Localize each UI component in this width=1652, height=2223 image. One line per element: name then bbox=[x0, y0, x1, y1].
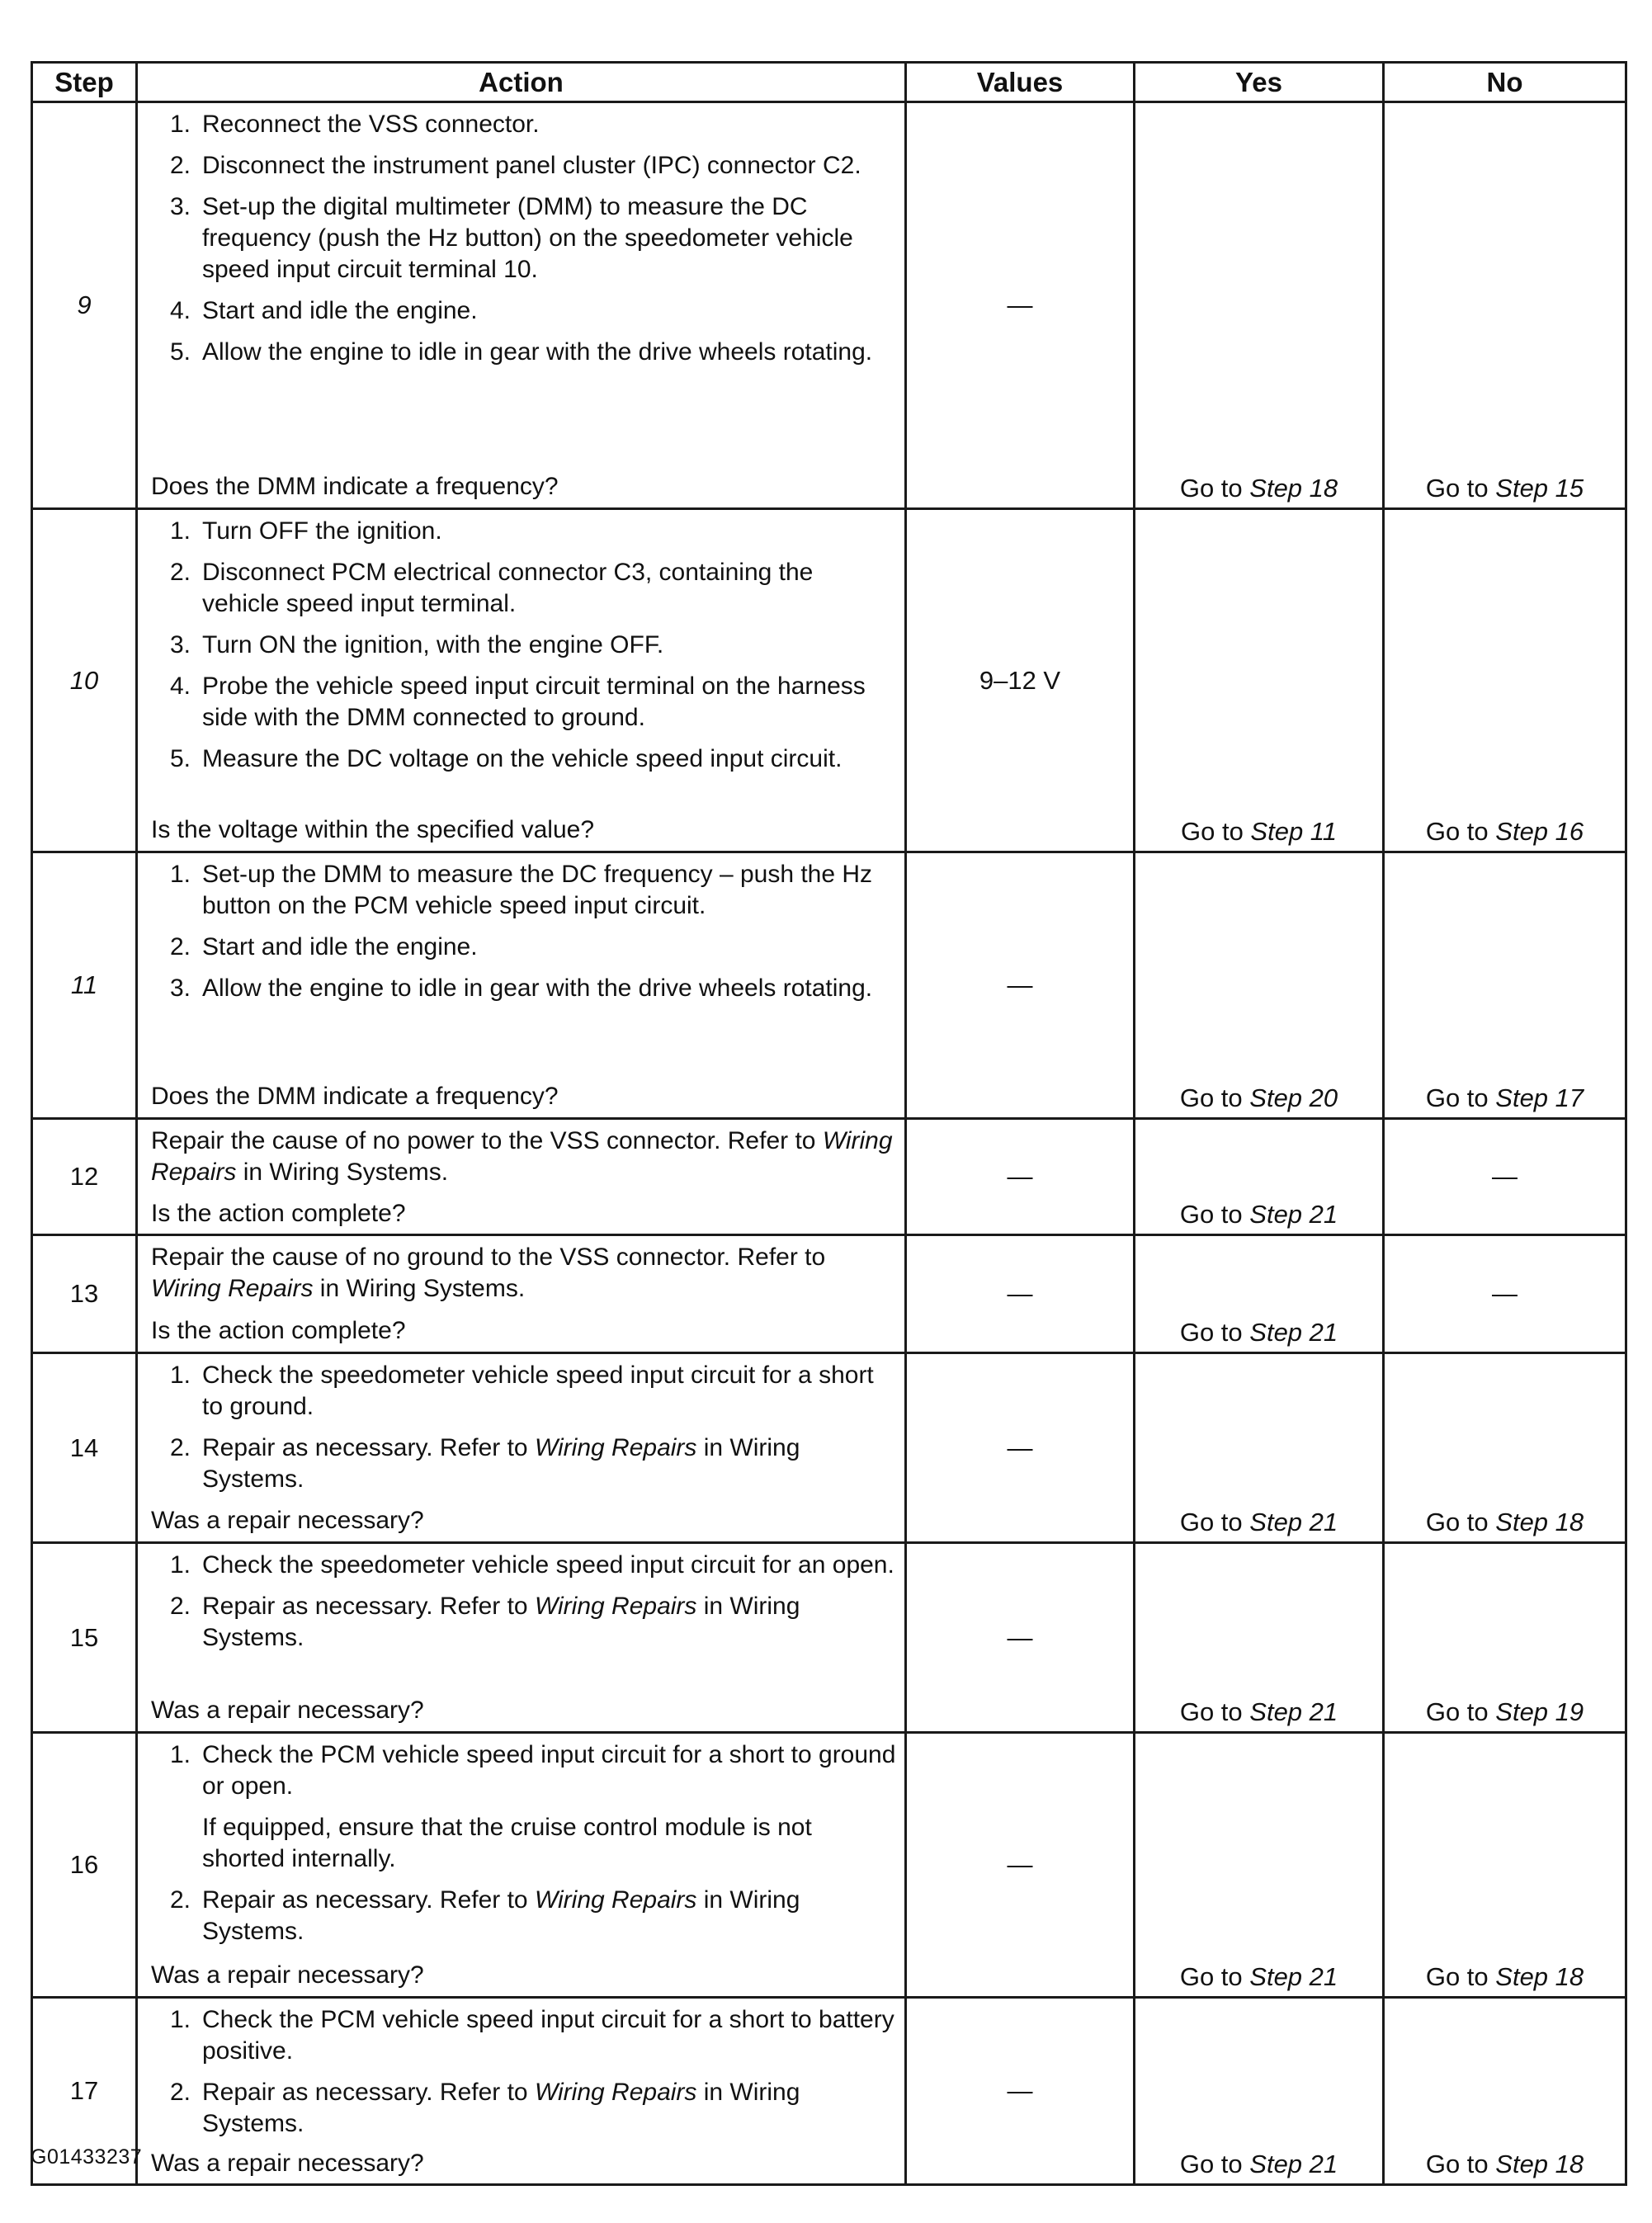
action-question: Was a repair necessary? bbox=[151, 1507, 424, 1534]
wiring-repairs-ref: Wiring Repairs bbox=[151, 1127, 893, 1186]
yes-cell bbox=[1135, 1235, 1384, 1353]
yes-prefix: Go to bbox=[1179, 1083, 1250, 1112]
item-text-main: Check the speedometer vehicle speed input circuit for an open. bbox=[202, 1551, 894, 1579]
action-intro bbox=[151, 1126, 896, 1188]
no-step-link: Step 15 bbox=[1495, 474, 1584, 503]
no-prefix: Go to bbox=[1425, 1508, 1496, 1536]
header-values: Values bbox=[906, 63, 1135, 102]
action-question: Was a repair necessary? bbox=[151, 2150, 424, 2177]
yes-prefix: Go to bbox=[1180, 817, 1251, 846]
yes-prefix: Go to bbox=[1179, 1962, 1250, 1991]
action-body bbox=[151, 1739, 896, 1956]
item-text-main: Probe the vehicle speed input circuit terminal on the harness side with the DMM connected to ground. bbox=[202, 673, 866, 731]
no-step-link: Step 16 bbox=[1495, 817, 1584, 846]
no-cell bbox=[1384, 1543, 1626, 1733]
item-text bbox=[202, 150, 896, 182]
wiring-repairs-ref: Wiring Repairs bbox=[534, 1593, 697, 1620]
item-number: 2. bbox=[169, 152, 191, 179]
table-row bbox=[32, 1543, 1626, 1733]
item-text bbox=[202, 671, 896, 734]
item-text-pre: Repair as necessary. Refer to bbox=[202, 1593, 535, 1620]
no-step-link: Step 19 bbox=[1495, 1697, 1584, 1726]
action-step-item bbox=[151, 973, 896, 1004]
yes-prefix: Go to bbox=[1179, 1508, 1250, 1536]
item-note: If equipped, ensure that the cruise control module is not shorted internally. bbox=[202, 1814, 812, 1872]
item-text bbox=[202, 1739, 896, 1875]
item-text-main: Disconnect the instrument panel cluster (IPC) connector C2. bbox=[202, 152, 861, 179]
yes-prefix: Go to bbox=[1179, 1200, 1250, 1229]
action-steps-list bbox=[151, 859, 896, 1004]
no-prefix: Go to bbox=[1425, 1697, 1496, 1726]
yes-prefix: Go to bbox=[1179, 1697, 1250, 1726]
action-body bbox=[151, 859, 896, 1012]
item-number: 1. bbox=[169, 1551, 191, 1579]
action-cell bbox=[137, 1998, 906, 2185]
table-row bbox=[32, 509, 1626, 852]
header-no: No bbox=[1384, 63, 1626, 102]
no-cell bbox=[1384, 1733, 1626, 1998]
action-content bbox=[138, 853, 904, 1117]
header-yes: Yes bbox=[1135, 63, 1384, 102]
step-number: 17 bbox=[32, 1998, 137, 2185]
step-number: 13 bbox=[32, 1235, 137, 1353]
table-row bbox=[32, 102, 1626, 509]
yes-cell bbox=[1135, 852, 1384, 1119]
values-cell: — bbox=[906, 1235, 1135, 1353]
action-body bbox=[151, 1242, 896, 1314]
item-text-main: Allow the engine to idle in gear with the drive wheels rotating. bbox=[202, 338, 873, 366]
yes-step-link: Step 11 bbox=[1250, 817, 1337, 846]
step-number: 14 bbox=[32, 1353, 137, 1543]
item-number: 2. bbox=[169, 1593, 191, 1620]
item-text bbox=[202, 295, 896, 327]
values-cell: — bbox=[906, 1119, 1135, 1235]
table-row bbox=[32, 1733, 1626, 1998]
item-text-main: Start and idle the engine. bbox=[202, 297, 478, 324]
intro-text: Repair the cause of no ground to the VSS connector. Refer to bbox=[151, 1244, 826, 1271]
step-number: 16 bbox=[32, 1733, 137, 1998]
action-steps-list bbox=[151, 2004, 896, 2140]
item-text bbox=[202, 859, 896, 922]
action-content bbox=[138, 1544, 904, 1731]
action-steps-list bbox=[151, 109, 896, 368]
item-number: 4. bbox=[169, 297, 191, 324]
action-intro bbox=[151, 1242, 896, 1305]
item-text-main: Start and idle the engine. bbox=[202, 933, 478, 960]
action-step-item bbox=[151, 630, 896, 661]
values-cell: — bbox=[906, 1353, 1135, 1543]
yes-step-link: Step 21 bbox=[1249, 1318, 1338, 1347]
item-text bbox=[202, 191, 896, 286]
intro-text-end: in Wiring Systems. bbox=[236, 1159, 449, 1186]
wiring-repairs-ref: Wiring Repairs bbox=[534, 2079, 697, 2106]
yes-cell bbox=[1135, 1733, 1384, 1998]
action-steps-list bbox=[151, 1550, 896, 1654]
action-cell bbox=[137, 1119, 906, 1235]
action-step-item bbox=[151, 109, 896, 140]
table-row bbox=[32, 1353, 1626, 1543]
action-content bbox=[138, 103, 904, 507]
action-content bbox=[138, 1734, 904, 1996]
no-prefix: Go to bbox=[1425, 474, 1496, 503]
item-number: 2. bbox=[169, 933, 191, 960]
table-row bbox=[32, 1119, 1626, 1235]
step-number: 15 bbox=[32, 1543, 137, 1733]
no-cell bbox=[1384, 1998, 1626, 2185]
action-content bbox=[138, 1354, 904, 1541]
item-number: 5. bbox=[169, 338, 191, 366]
action-content bbox=[138, 1120, 904, 1234]
values-cell: — bbox=[906, 102, 1135, 509]
action-step-item bbox=[151, 1885, 896, 1947]
step-number: 11 bbox=[32, 852, 137, 1119]
item-text-main: Set-up the DMM to measure the DC frequency – push the Hz button on the PCM vehicle speed input circuit. bbox=[202, 861, 873, 919]
item-text-main: Measure the DC voltage on the vehicle speed input circuit. bbox=[202, 745, 843, 772]
action-question: Was a repair necessary? bbox=[151, 1697, 424, 1724]
yes-step-link: Step 21 bbox=[1249, 2150, 1338, 2178]
no-step-link: Step 18 bbox=[1495, 1508, 1584, 1536]
action-step-item bbox=[151, 295, 896, 327]
header-action: Action bbox=[137, 63, 906, 102]
yes-step-link: Step 21 bbox=[1249, 1200, 1338, 1229]
wiring-repairs-ref: Wiring Repairs bbox=[151, 1275, 314, 1302]
action-content bbox=[138, 1236, 904, 1352]
action-cell bbox=[137, 102, 906, 509]
item-number: 1. bbox=[169, 1362, 191, 1389]
no-dash: — bbox=[1492, 1162, 1517, 1191]
yes-cell bbox=[1135, 102, 1384, 509]
item-text-pre: Repair as necessary. Refer to bbox=[202, 1434, 535, 1461]
item-number: 1. bbox=[169, 861, 191, 888]
no-dash: — bbox=[1492, 1279, 1517, 1308]
table-body bbox=[32, 102, 1626, 2185]
yes-step-link: Step 18 bbox=[1249, 474, 1338, 503]
item-text bbox=[202, 2004, 896, 2067]
yes-prefix: Go to bbox=[1179, 474, 1250, 503]
action-step-item bbox=[151, 1360, 896, 1423]
action-step-item bbox=[151, 1550, 896, 1581]
no-step-link: Step 17 bbox=[1495, 1083, 1584, 1112]
item-number: 2. bbox=[169, 2079, 191, 2106]
action-step-item bbox=[151, 2077, 896, 2140]
no-cell bbox=[1384, 1119, 1626, 1235]
item-number: 1. bbox=[169, 1741, 191, 1768]
action-cell bbox=[137, 1543, 906, 1733]
table-row bbox=[32, 1235, 1626, 1353]
table-row bbox=[32, 852, 1626, 1119]
item-text bbox=[202, 109, 896, 140]
item-text bbox=[202, 2077, 896, 2140]
yes-step-link: Step 21 bbox=[1249, 1508, 1338, 1536]
yes-cell bbox=[1135, 1543, 1384, 1733]
item-number: 3. bbox=[169, 631, 191, 658]
intro-text-end: in Wiring Systems. bbox=[313, 1275, 526, 1302]
action-cell bbox=[137, 509, 906, 852]
no-step-link: Step 18 bbox=[1495, 1962, 1584, 1991]
item-text-post: in Wiring Systems. bbox=[202, 1434, 800, 1493]
action-question: Was a repair necessary? bbox=[151, 1961, 424, 1989]
action-step-item bbox=[151, 932, 896, 963]
item-text bbox=[202, 1885, 896, 1947]
yes-step-link: Step 21 bbox=[1249, 1962, 1338, 1991]
action-cell bbox=[137, 852, 906, 1119]
action-body bbox=[151, 2004, 896, 2148]
no-prefix: Go to bbox=[1425, 817, 1496, 846]
yes-prefix: Go to bbox=[1179, 1318, 1250, 1347]
item-text-main: Reconnect the VSS connector. bbox=[202, 111, 540, 138]
action-body bbox=[151, 1126, 896, 1198]
no-prefix: Go to bbox=[1425, 1962, 1496, 1991]
item-number: 5. bbox=[169, 745, 191, 772]
action-step-item bbox=[151, 1432, 896, 1495]
action-steps-list bbox=[151, 1739, 896, 1947]
yes-step-link: Step 20 bbox=[1249, 1083, 1338, 1112]
step-number: 10 bbox=[32, 509, 137, 852]
no-cell bbox=[1384, 852, 1626, 1119]
action-step-item bbox=[151, 1739, 896, 1875]
item-text bbox=[202, 1591, 896, 1654]
item-text bbox=[202, 1432, 896, 1495]
item-text-main: Allow the engine to idle in gear with the drive wheels rotating. bbox=[202, 975, 873, 1002]
item-number: 2. bbox=[169, 559, 191, 586]
action-content bbox=[138, 510, 904, 851]
item-text bbox=[202, 932, 896, 963]
item-text bbox=[202, 630, 896, 661]
action-content bbox=[138, 1999, 904, 2183]
item-text bbox=[202, 516, 896, 547]
action-body bbox=[151, 516, 896, 783]
item-number: 4. bbox=[169, 673, 191, 700]
no-cell bbox=[1384, 1353, 1626, 1543]
action-step-item bbox=[151, 743, 896, 775]
action-question: Is the voltage within the specified value? bbox=[151, 816, 594, 843]
item-text-pre: Repair as necessary. Refer to bbox=[202, 2079, 535, 2106]
step-number: 12 bbox=[32, 1119, 137, 1235]
yes-prefix: Go to bbox=[1179, 2150, 1250, 2178]
action-question: Is the action complete? bbox=[151, 1317, 406, 1344]
values-cell: — bbox=[906, 1998, 1135, 2185]
item-text-main: Check the speedometer vehicle speed input circuit for a short to ground. bbox=[202, 1362, 874, 1420]
item-number: 2. bbox=[169, 1886, 191, 1914]
item-text-main: Set-up the digital multimeter (DMM) to measure the DC frequency (push the Hz button) on the speedometer vehicle speed input circuit terminal 10. bbox=[202, 193, 853, 283]
yes-cell bbox=[1135, 509, 1384, 852]
item-text bbox=[202, 973, 896, 1004]
action-cell bbox=[137, 1235, 906, 1353]
action-body bbox=[151, 1360, 896, 1503]
item-text-main: Check the PCM vehicle speed input circuit for a short to ground or open. bbox=[202, 1741, 896, 1800]
table-row bbox=[32, 1998, 1626, 2185]
action-cell bbox=[137, 1733, 906, 1998]
item-text bbox=[202, 1550, 896, 1581]
item-text-post: in Wiring Systems. bbox=[202, 2079, 800, 2137]
values-cell: — bbox=[906, 1543, 1135, 1733]
wiring-repairs-ref: Wiring Repairs bbox=[534, 1434, 697, 1461]
item-number: 1. bbox=[169, 517, 191, 545]
item-number: 1. bbox=[169, 111, 191, 138]
action-question: Is the action complete? bbox=[151, 1200, 406, 1227]
action-body bbox=[151, 109, 896, 376]
no-cell bbox=[1384, 1235, 1626, 1353]
figure-id: G01433237 bbox=[31, 2145, 143, 2169]
item-text bbox=[202, 743, 896, 775]
action-step-item bbox=[151, 516, 896, 547]
action-question: Does the DMM indicate a frequency? bbox=[151, 1083, 559, 1110]
action-step-item bbox=[151, 557, 896, 620]
item-text-main: Turn ON the ignition, with the engine OFF. bbox=[202, 631, 664, 658]
item-text bbox=[202, 557, 896, 620]
action-step-item bbox=[151, 150, 896, 182]
header-row bbox=[32, 63, 1626, 102]
diagnostic-table bbox=[31, 61, 1627, 2186]
yes-cell bbox=[1135, 1353, 1384, 1543]
item-number: 1. bbox=[169, 2006, 191, 2033]
step-number: 9 bbox=[32, 102, 137, 509]
item-text-main: Check the PCM vehicle speed input circuit for a short to battery positive. bbox=[202, 2006, 894, 2065]
intro-text: Repair the cause of no power to the VSS connector. Refer to bbox=[151, 1127, 823, 1154]
no-cell bbox=[1384, 102, 1626, 509]
yes-step-link: Step 21 bbox=[1249, 1697, 1338, 1726]
item-text-post: in Wiring Systems. bbox=[202, 1593, 800, 1651]
no-cell bbox=[1384, 509, 1626, 852]
wiring-repairs-ref: Wiring Repairs bbox=[534, 1886, 697, 1914]
item-text-main: Disconnect PCM electrical connector C3, containing the vehicle speed input terminal. bbox=[202, 559, 814, 617]
action-step-item bbox=[151, 2004, 896, 2067]
action-step-item bbox=[151, 191, 896, 286]
item-text-main: Turn OFF the ignition. bbox=[202, 517, 442, 545]
item-text bbox=[202, 1360, 896, 1423]
header-step: Step bbox=[32, 63, 137, 102]
action-step-item bbox=[151, 671, 896, 734]
yes-cell bbox=[1135, 1119, 1384, 1235]
no-prefix: Go to bbox=[1425, 1083, 1496, 1112]
action-steps-list bbox=[151, 1360, 896, 1495]
item-text bbox=[202, 337, 896, 368]
action-body bbox=[151, 1550, 896, 1662]
no-step-link: Step 18 bbox=[1495, 2150, 1584, 2178]
item-number: 2. bbox=[169, 1434, 191, 1461]
yes-cell bbox=[1135, 1998, 1384, 2185]
item-text-pre: Repair as necessary. Refer to bbox=[202, 1886, 535, 1914]
no-prefix: Go to bbox=[1425, 2150, 1496, 2178]
values-cell: — bbox=[906, 1733, 1135, 1998]
action-step-item bbox=[151, 337, 896, 368]
values-cell: — bbox=[906, 852, 1135, 1119]
action-step-item bbox=[151, 1591, 896, 1654]
values-cell: 9–12 V bbox=[906, 509, 1135, 852]
action-question: Does the DMM indicate a frequency? bbox=[151, 473, 559, 500]
action-steps-list bbox=[151, 516, 896, 775]
action-cell bbox=[137, 1353, 906, 1543]
item-number: 3. bbox=[169, 975, 191, 1002]
item-text-post: in Wiring Systems. bbox=[202, 1886, 800, 1945]
item-number: 3. bbox=[169, 193, 191, 220]
action-step-item bbox=[151, 859, 896, 922]
